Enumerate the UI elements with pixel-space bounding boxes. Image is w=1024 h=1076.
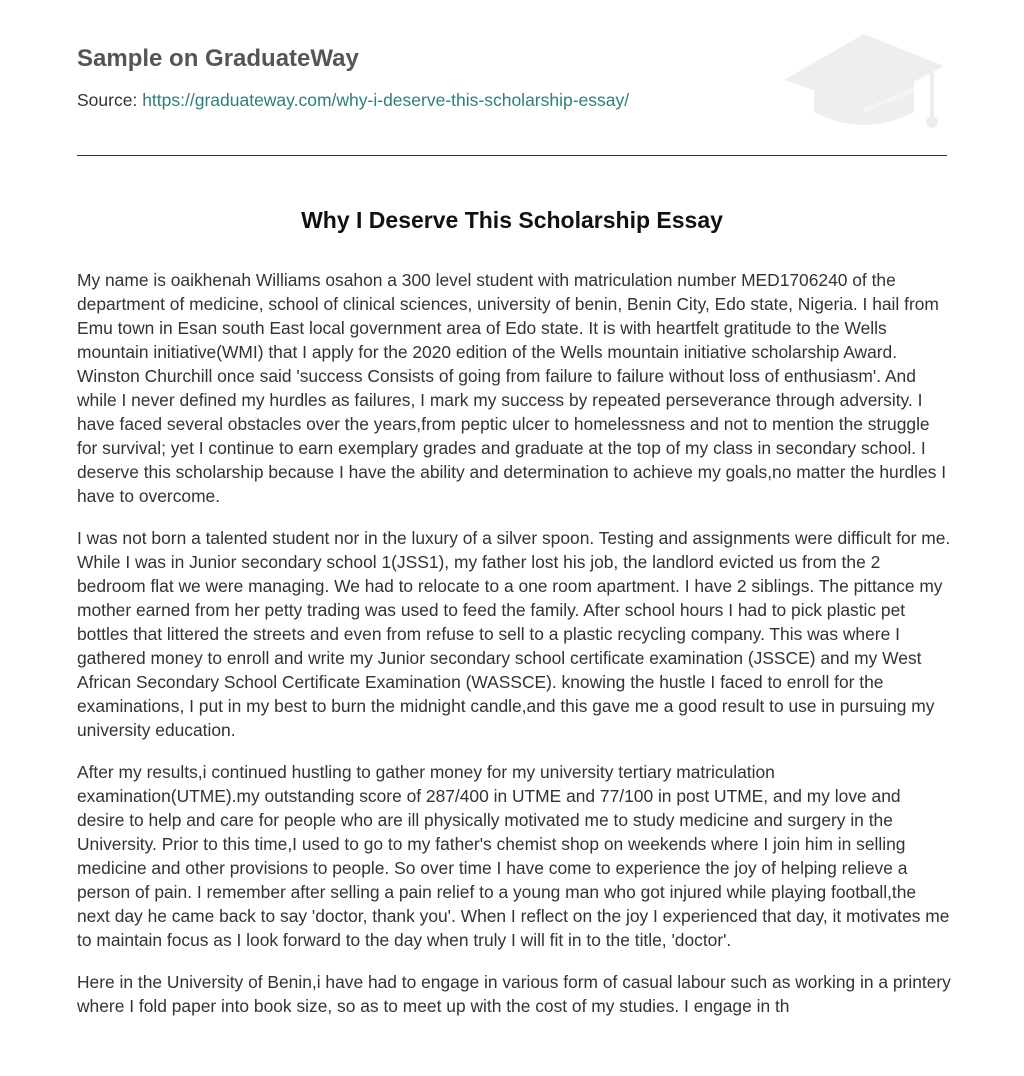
essay-paragraph: After my results,i continued hustling to gather money for my university tertiary matriculation examination(UTME).my outstanding score of 287/400 in UTME and 77/100 in post UTME, and my love and desire to help and care for people who are ill physically motivated me to study medicine and surgery in the University. Prior to this time,I used to go to my father's chemist shop on weekends where I join him in selling medicine and other provisions to people. So over time I have come to experience the joy of helping relieve a person of pain. I remember after selling a pain relief to a young man who got injured while playing football,the next day he came back to say 'doctor, thank you'. When I reflect on the joy I experienced that day, it motivates me to maintain focus as I look forward to the day when truly I will fit in to the title, 'doctor'. bbox=[77, 762, 950, 950]
source-line bbox=[77, 90, 629, 111]
essay-paragraph: I was not born a talented student nor in the luxury of a silver spoon. Testing and assignments were difficult for me. While I was in Junior secondary school 1(JSS1), my father lost his job, the landlord evicted us from the 2 bedroom flat we were managing. We had to relocate to a one room apartment. I have 2 siblings. The pittance my mother earned from her petty trading was used to feed the family. After school hours I had to pick plastic pet bottles that littered the streets and even from refuse to sell to a plastic recycling company. This was where I gathered money to enroll and write my Junior secondary school certificate examination (JSSCE) and my West African Secondary School Certificate Examination (WASSCE). knowing the hustle I faced to enroll for the examinations, I put in my best to burn the midnight candle,and this gave me a good result to use in pursuing my university education. bbox=[77, 528, 951, 740]
source-label: Source: bbox=[77, 90, 138, 110]
graduation-cap-icon bbox=[780, 30, 948, 134]
source-link[interactable]: https://graduateway.com/why-i-deserve-this-scholarship-essay/ bbox=[142, 90, 630, 110]
essay-paragraph: Here in the University of Benin,i have had to engage in various form of casual labour such as working in a printery where I fold paper into book size, so as to meet up with the cost of my studies. I engage in th bbox=[77, 972, 951, 1016]
essay-paragraph: My name is oaikhenah Williams osahon a 300 level student with matriculation number MED1706240 of the department of medicine, school of clinical sciences, university of benin, Benin City, Edo state, Nigeria. I hail from Emu town in Esan south East local government area of Edo state. It is with heartfelt gratitude to the Wells mountain initiative(WMI) that I apply for the 2020 edition of the Wells mountain initiative scholarship Award. Winston Churchill once said 'success Consists of going from failure to failure without loss of enthusiasm'. And while I never defined my hurdles as failures, I mark my success by repeated perseverance through adversity. I have faced several obstacles over the years,from peptic ulcer to homelessness and not to mention the struggle for survival; yet I continue to earn exemplary grades and graduate at the top of my class in secondary school. I deserve this scholarship because I have the ability and determination to achieve my goals,no matter the hurdles I have to overcome. bbox=[77, 270, 947, 506]
site-title: Sample on GraduateWay bbox=[77, 45, 359, 72]
document-title: Why I Deserve This Scholarship Essay bbox=[301, 207, 723, 233]
essay-body bbox=[77, 268, 952, 1036]
header-divider bbox=[77, 155, 947, 156]
